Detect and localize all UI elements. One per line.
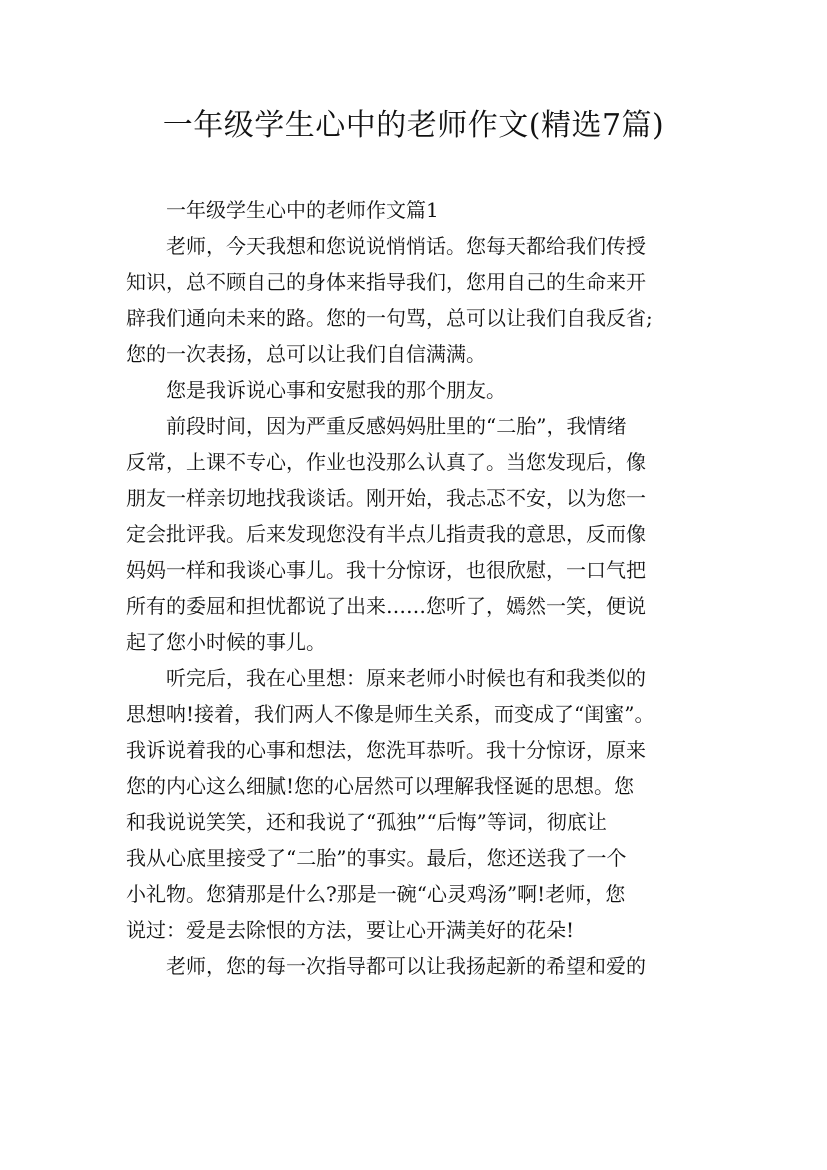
text-line: 定会批评我。后来发现您没有半点儿指责我的意思，反而像 xyxy=(126,522,646,546)
text-line: 起了您小时候的事儿。 xyxy=(126,630,326,654)
text-line: 妈妈一样和我谈心事儿。我十分惊讶，也很欣慰，一口气把 xyxy=(126,558,646,582)
text-line: 知识，总不顾自己的身体来指导我们，您用自己的生命来开 xyxy=(126,270,646,294)
document-title: 一年级学生心中的老师作文(精选7篇) xyxy=(162,108,665,143)
document-body xyxy=(126,192,702,984)
text-line: 所有的委屈和担忧都说了出来……您听了，嫣然一笑，便说 xyxy=(126,594,646,618)
text-line: 思想呐!接着，我们两人不像是师生关系，而变成了“闺蜜”。 xyxy=(126,702,655,726)
text-line: 反常，上课不专心，作业也没那么认真了。当您发现后，像 xyxy=(126,450,646,474)
text-line: 听完后，我在心里想：原来老师小时候也有和我类似的 xyxy=(166,666,646,690)
text-line: 老师，您的每一次指导都可以让我扬起新的希望和爱的 xyxy=(166,954,646,978)
text-line: 前段时间，因为严重反感妈妈肚里的“二胎”，我情绪 xyxy=(166,414,627,438)
text-line: 您是我诉说心事和安慰我的那个朋友。 xyxy=(166,378,506,402)
text-line: 一年级学生心中的老师作文篇1 xyxy=(166,198,439,222)
text-line: 您的内心这么细腻!您的心居然可以理解我怪诞的思想。您 xyxy=(126,774,635,798)
text-line: 我从心底里接受了“二胎”的事实。最后，您还送我了一个 xyxy=(126,846,627,870)
text-line: 和我说说笑笑，还和我说了“孤独”“后悔”等词，彻底让 xyxy=(126,810,607,834)
text-line: 说过：爱是去除恨的方法，要让心开满美好的花朵! xyxy=(126,918,575,942)
text-line: 辟我们通向未来的路。您的一句骂，总可以让我们自我反省; xyxy=(126,306,653,330)
text-line: 朋友一样亲切地找我谈话。刚开始，我忐忑不安，以为您一 xyxy=(126,486,646,510)
text-line: 小礼物。您猜那是什么?那是一碗“心灵鸡汤”啊!老师，您 xyxy=(126,882,626,906)
text-line: 老师，今天我想和您说说悄悄话。您每天都给我们传授 xyxy=(166,234,646,258)
text-line: 我诉说着我的心事和想法，您洗耳恭听。我十分惊讶，原来 xyxy=(126,738,646,762)
text-line: 您的一次表扬，总可以让我们自信满满。 xyxy=(126,342,486,366)
